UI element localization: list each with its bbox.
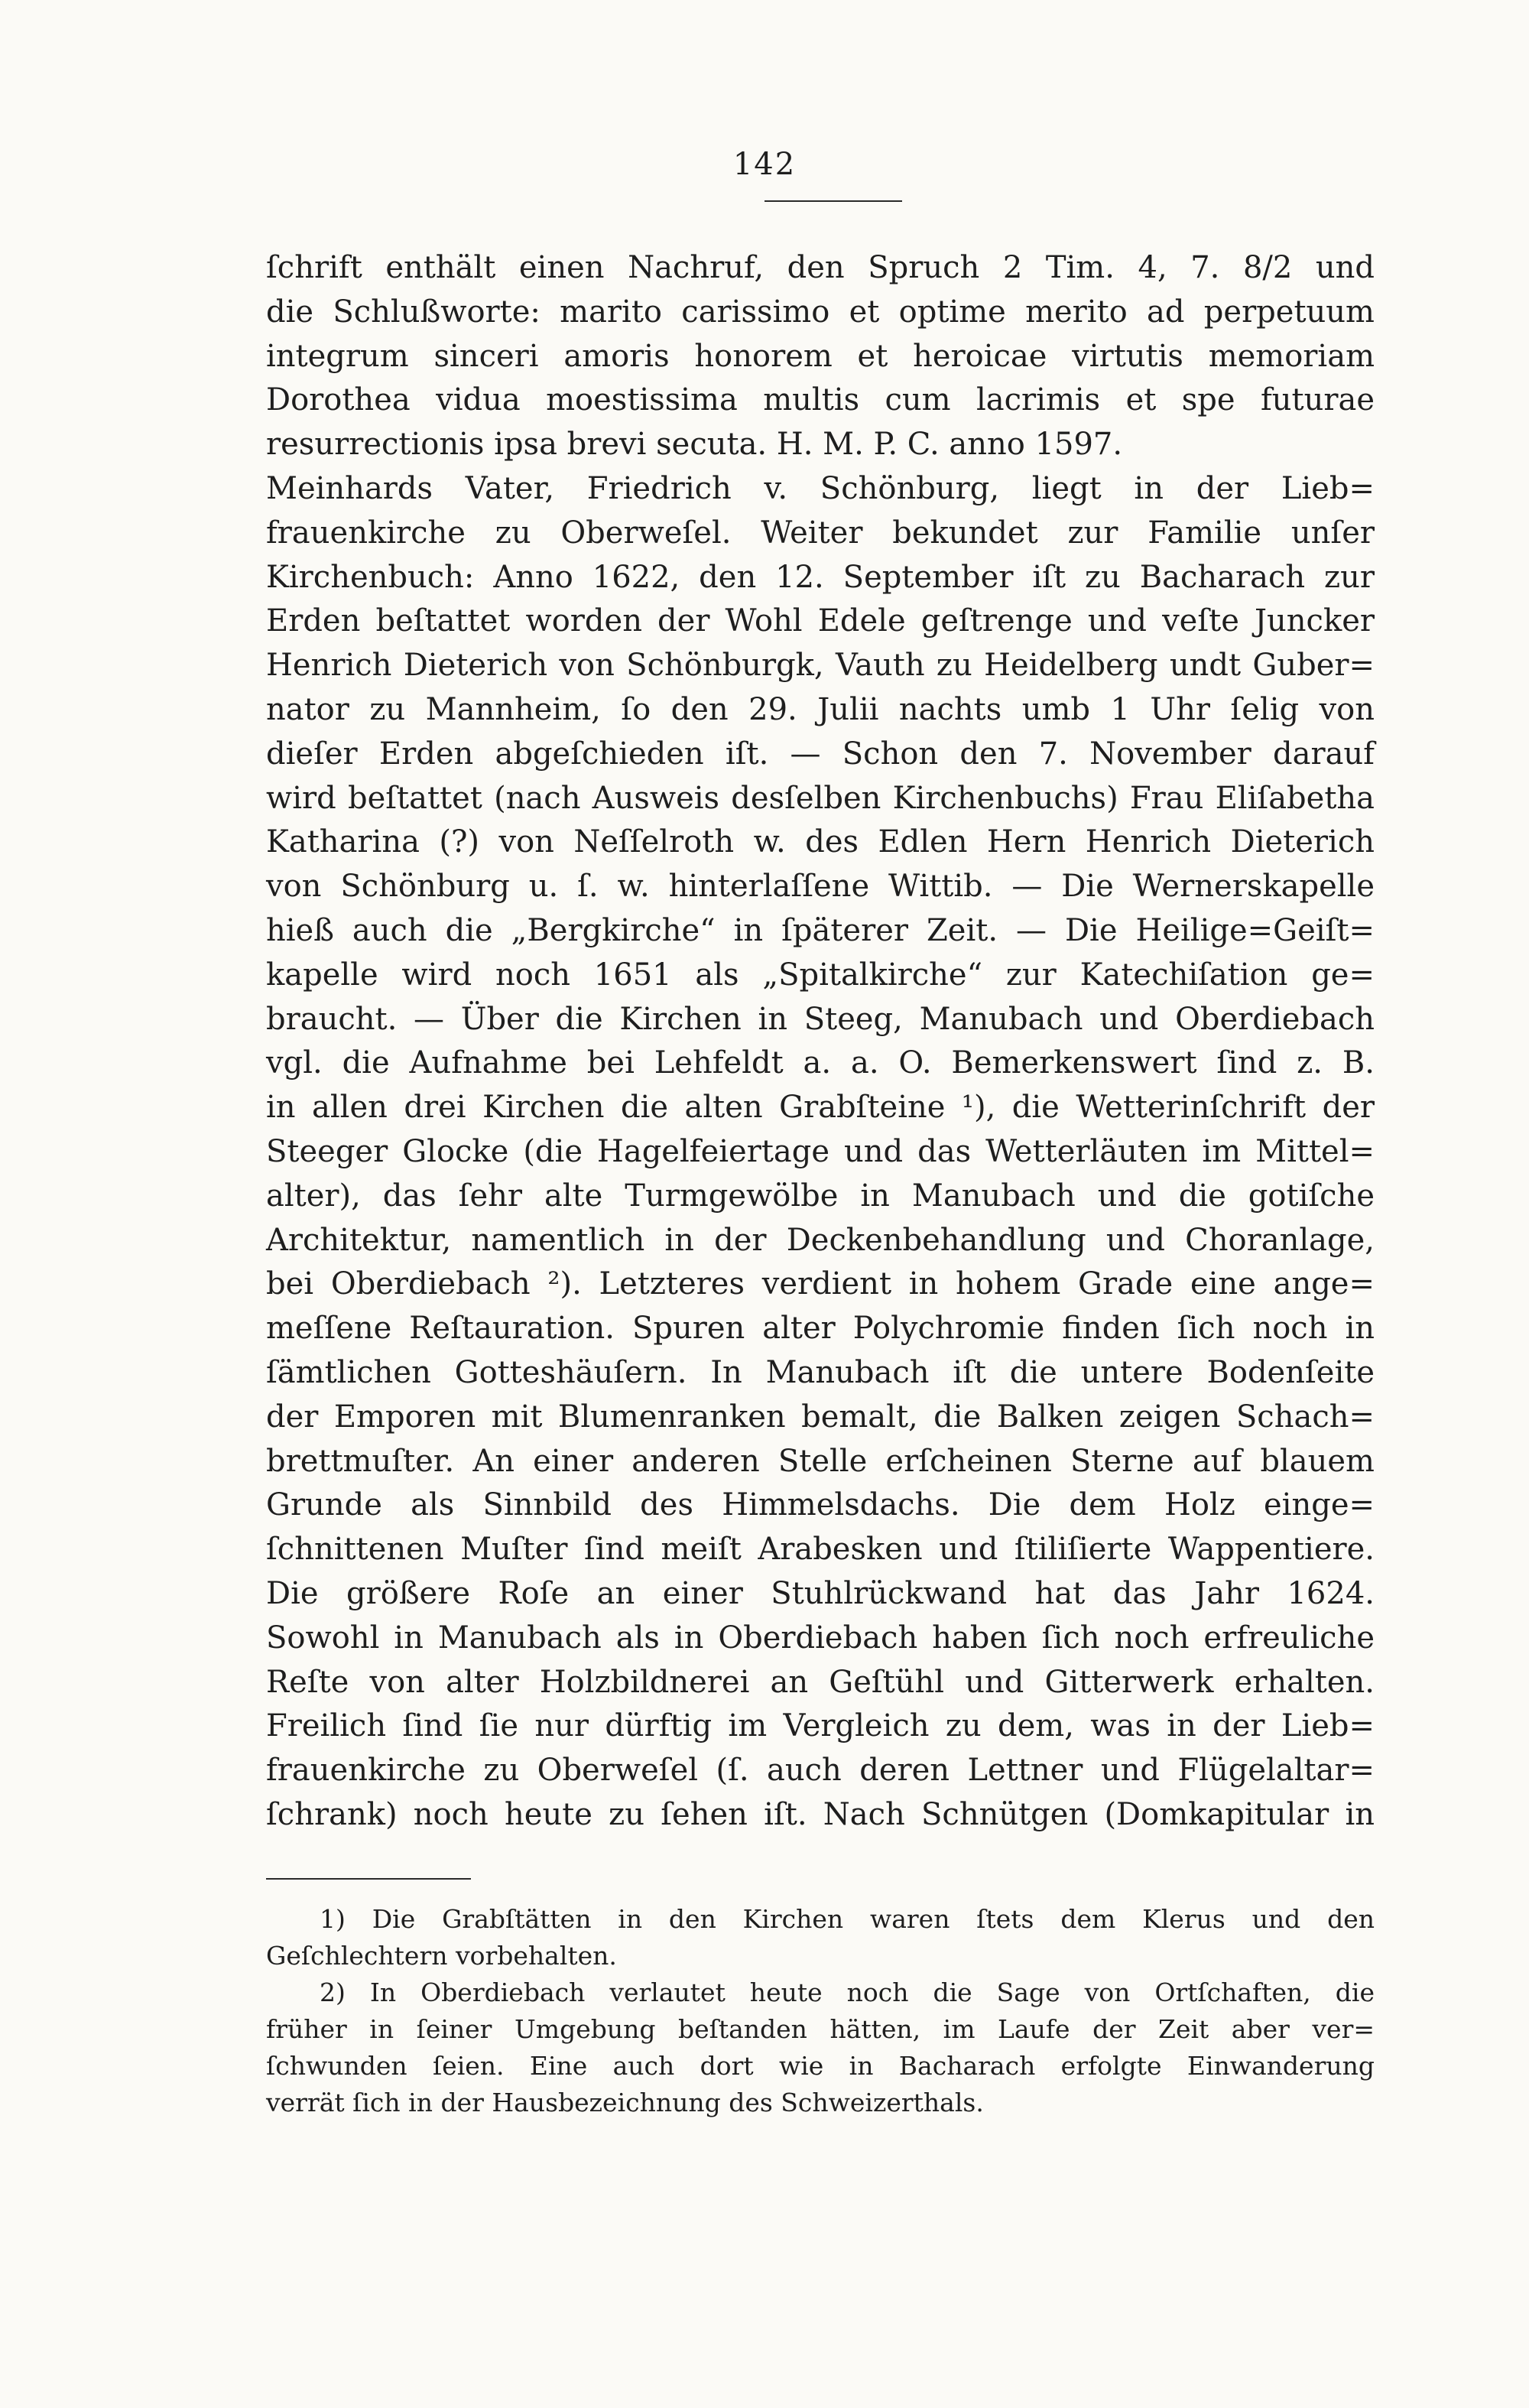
text-line: brettmuſter. An einer anderen Stelle erſcheinen Sterne auf blauem [266, 1443, 1375, 1479]
footnote-line: 2) In Oberdiebach verlautet heute noch die Sage von Ortſchaften, die [320, 1977, 1375, 2007]
text-line: von Schönburg u. ſ. w. hinterlaſſene Wittib. — Die Wernerskapelle [266, 869, 1375, 905]
text-line: nator zu Mannheim, ſo den 29. Julii nachts umb 1 Uhr ſelig von [266, 691, 1375, 727]
page-number-rule [764, 200, 902, 202]
footnote-line: verrät ſich in der Hausbezeichnung des Schweizerthals. [266, 2088, 984, 2117]
text-line: meſſene Reſtauration. Spuren alter Polychromie finden ſich noch in [266, 1311, 1375, 1347]
text-line: frauenkirche zu Oberweſel (ſ. auch deren Lettner und Flügelaltar= [266, 1753, 1375, 1789]
text-line: Sowohl in Manubach als in Oberdiebach haben ſich noch erfreuliche [266, 1620, 1375, 1656]
footnote-rule [266, 1878, 471, 1880]
text-line: dieſer Erden abgeſchieden iſt. — Schon den 7. November darauf [266, 736, 1375, 772]
text-line: wird beſtattet (nach Ausweis desſelben Kirchenbuchs) Frau Eliſabetha [266, 780, 1375, 816]
page-number: 142 [732, 147, 797, 182]
text-line: alter), das ſehr alte Turmgewölbe in Manubach und die gotiſche [266, 1178, 1375, 1214]
text-line: in allen drei Kirchen die alten Grabſteine ¹), die Wetterinſchrift der [266, 1090, 1375, 1126]
text-line: Katharina (?) von Neſſelroth w. des Edlen Hern Henrich Dieterich [266, 824, 1375, 860]
text-line: Henrich Dieterich von Schönburgk, Vauth zu Heidelberg undt Guber= [266, 648, 1375, 684]
text-line: Die größere Roſe an einer Stuhlrückwand hat das Jahr 1624. [266, 1575, 1375, 1611]
text-line: frauenkirche zu Oberweſel. Weiter bekundet zur Familie unſer [266, 515, 1375, 551]
text-line: Architektur, namentlich in der Deckenbehandlung und Choranlage, [266, 1222, 1375, 1258]
text-line: Meinhards Vater, Friedrich v. Schönburg, liegt in der Lieb= [266, 470, 1375, 506]
text-line: Freilich ſind ſie nur dürftig im Vergleich zu dem, was in der Lieb= [266, 1708, 1375, 1744]
text-line: Steeger Glocke (die Hagelfeiertage und das Wetterläuten im Mittel= [266, 1133, 1375, 1169]
footnote-line: 1) Die Grabſtätten in den Kirchen waren ſtets dem Klerus und den [320, 1904, 1375, 1934]
text-line: die Schlußworte: marito carissimo et optime merito ad perpetuum [266, 294, 1375, 330]
text-line: vgl. die Aufnahme bei Lehfeldt a. a. O. Bemerkenswert ſind z. B. [266, 1045, 1375, 1081]
text-line: ſämtlichen Gotteshäuſern. In Manubach iſt die untere Bodenſeite [266, 1354, 1375, 1390]
text-line: Reſte von alter Holzbildnerei an Geſtühl und Gitterwerk erhalten. [266, 1664, 1375, 1700]
footnote-line: Geſchlechtern vorbehalten. [266, 1941, 617, 1971]
footnote-line: früher in ſeiner Umgebung beſtanden hätten, im Laufe der Zeit aber ver= [266, 2014, 1375, 2044]
text-line: Dorothea vidua moestissima multis cum lacrimis et spe futurae [266, 382, 1375, 418]
footnote-line: ſchwunden ſeien. Eine auch dort wie in Bacharach erfolgte Einwanderung [266, 2051, 1375, 2081]
footnotes [266, 1901, 1375, 2121]
text-line: integrum sinceri amoris honorem et heroicae virtutis memoriam [266, 338, 1375, 374]
text-line: Kirchenbuch: Anno 1622, den 12. September iſt zu Bacharach zur [266, 559, 1375, 595]
text-line: ſchrank) noch heute zu ſehen iſt. Nach Schnütgen (Domkapitular in [266, 1796, 1375, 1832]
body-text [266, 246, 1375, 1838]
text-line: ſchnittenen Muſter ſind meiſt Arabesken und ſtiliſierte Wappentiere. [266, 1532, 1375, 1568]
text-line: ſchrift enthält einen Nachruf, den Spruch 2 Tim. 4, 7. 8/2 und [266, 250, 1375, 285]
text-line: braucht. — Über die Kirchen in Steeg, Manubach und Oberdiebach [266, 1001, 1375, 1037]
text-line: resurrectionis ipsa brevi secuta. H. M. P. C. anno 1597. [266, 427, 1123, 463]
text-line: der Emporen mit Blumenranken bemalt, die Balken zeigen Schach= [266, 1399, 1375, 1435]
text-line: bei Oberdiebach ²). Letzteres verdient in hohem Grade eine ange= [266, 1266, 1375, 1302]
text-line: hieß auch die „Bergkirche“ in ſpäterer Zeit. — Die Heilige=Geiſt= [266, 912, 1375, 948]
text-line: kapelle wird noch 1651 als „Spitalkirche“ zur Katechiſation ge= [266, 957, 1375, 993]
text-line: Erden beſtattet worden der Wohl Edele geſtrenge und veſte Juncker [266, 603, 1375, 639]
text-line: Grunde als Sinnbild des Himmelsdachs. Die dem Holz einge= [266, 1487, 1375, 1523]
